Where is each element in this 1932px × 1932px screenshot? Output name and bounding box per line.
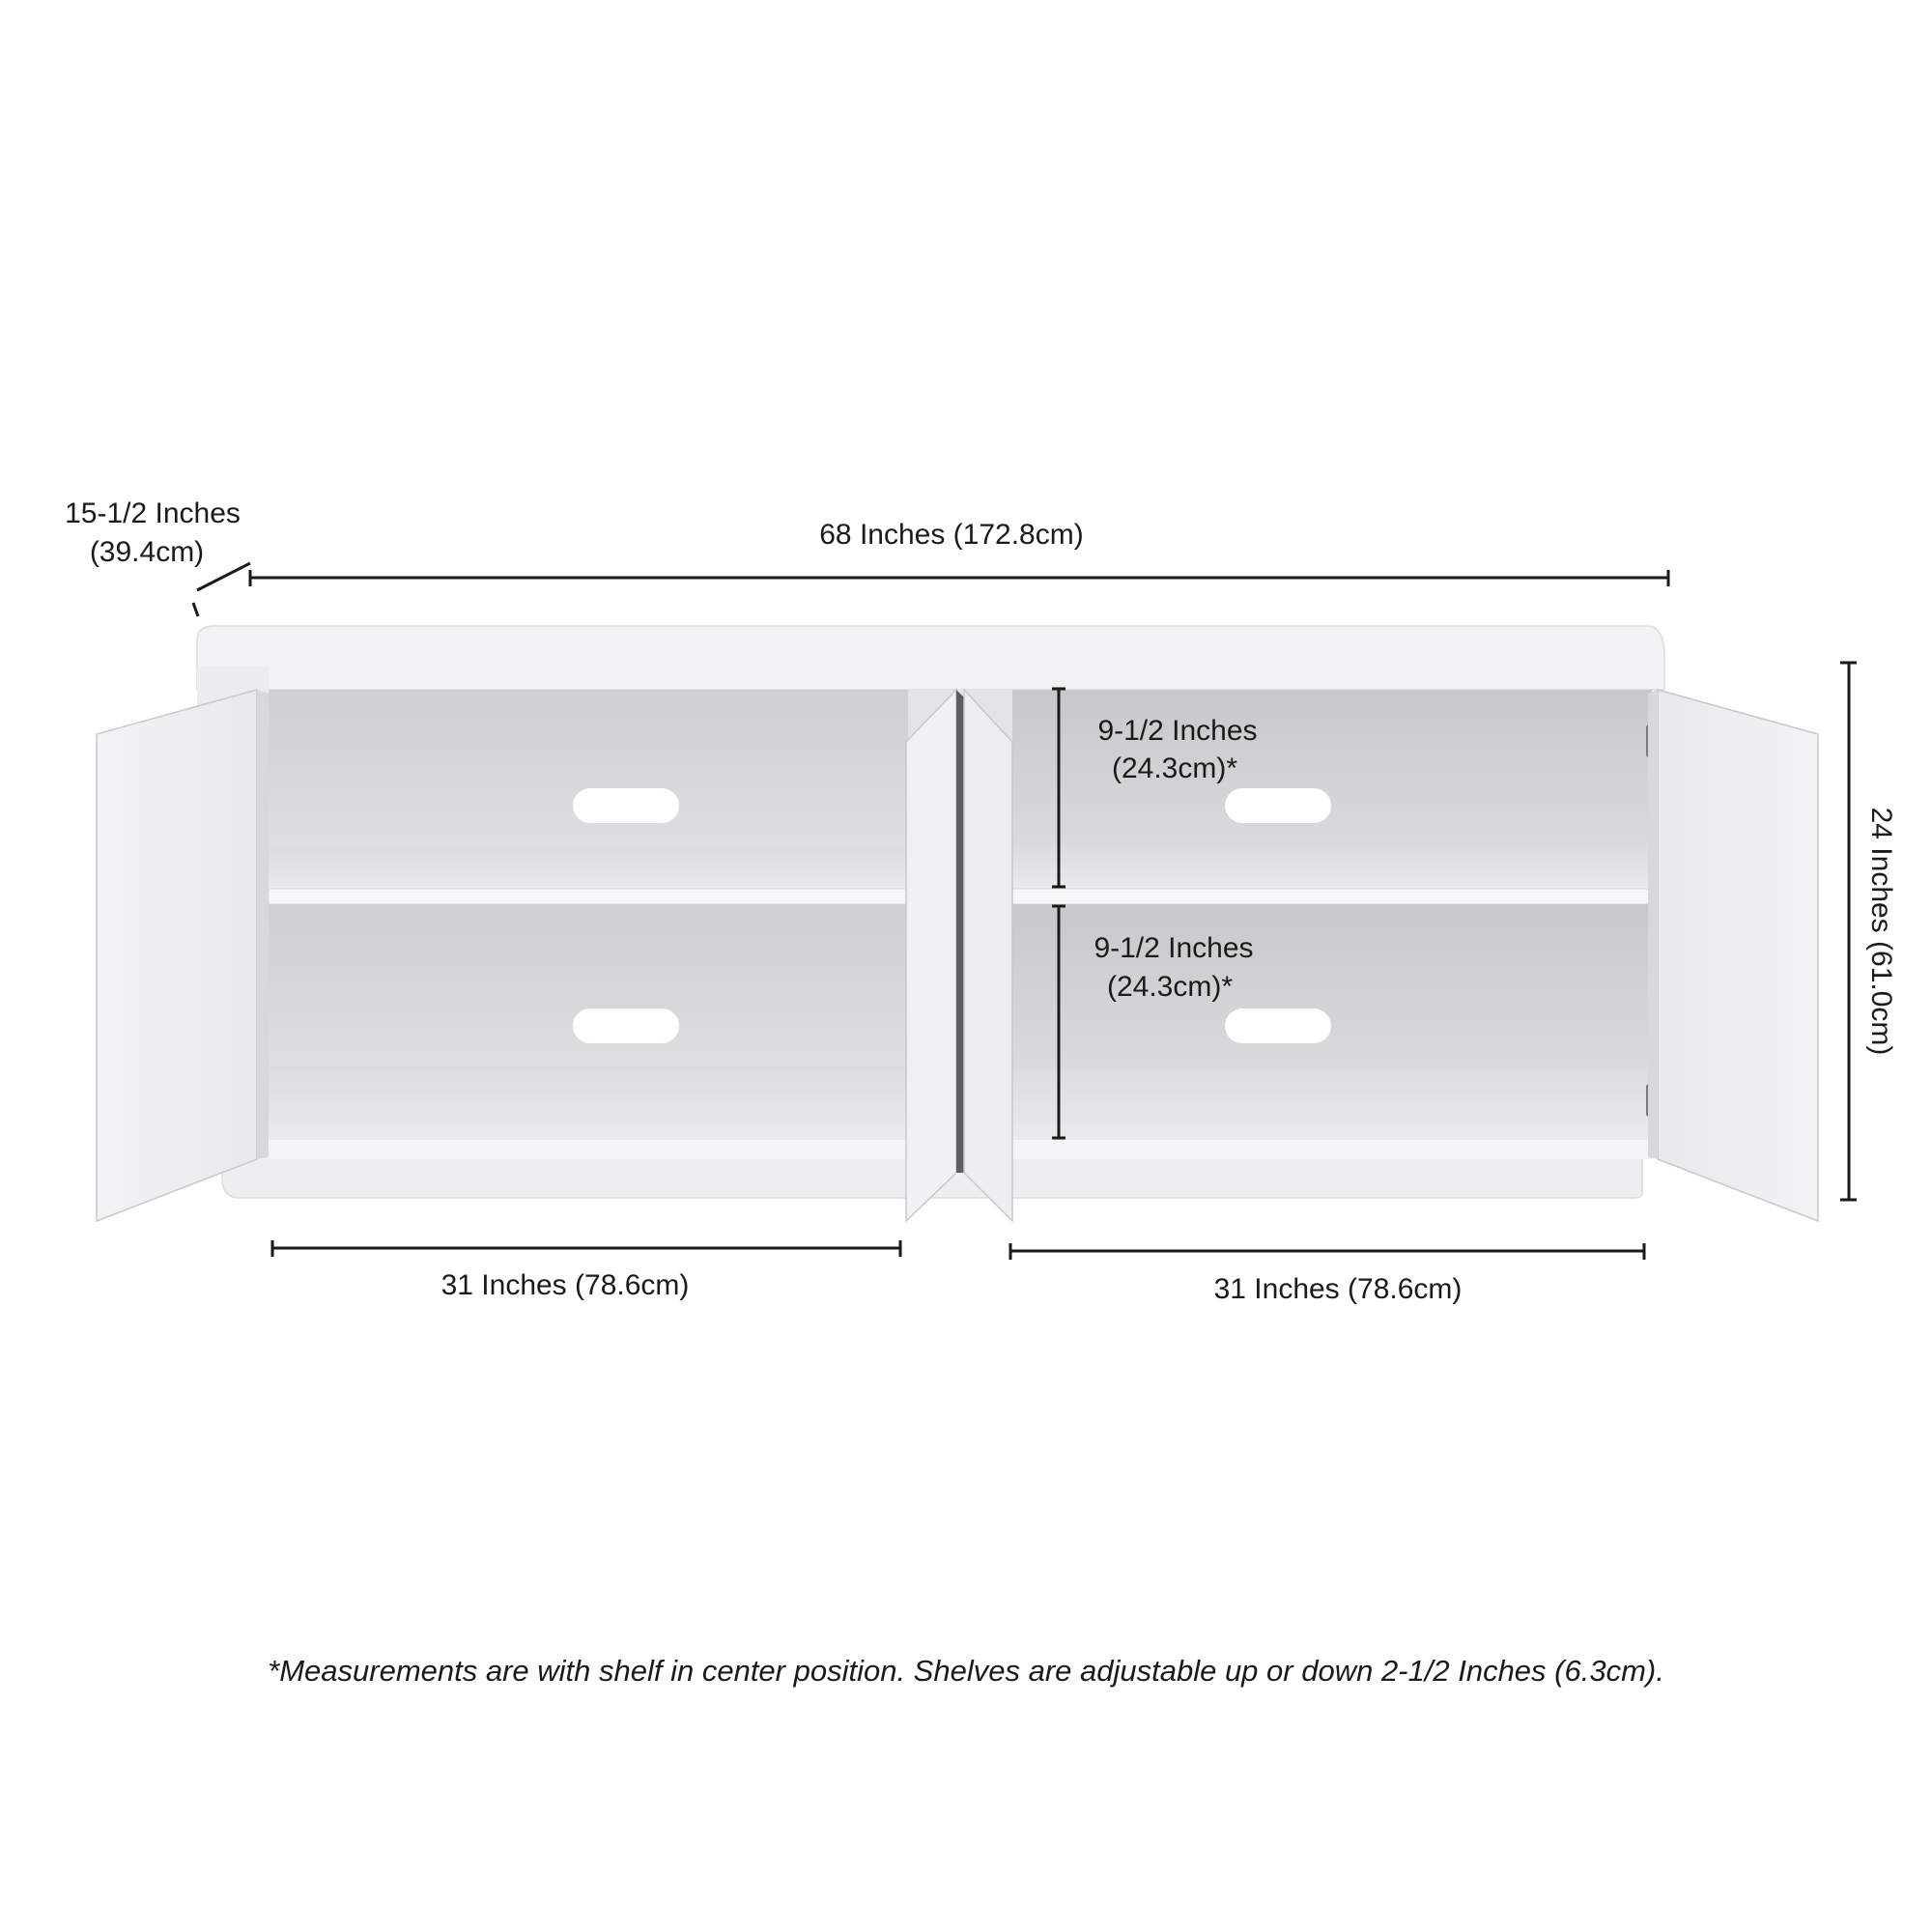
upper-shelf-label-line1: 9-1/2 Inches — [1097, 715, 1258, 747]
left-lower-cable-hole — [573, 1009, 679, 1043]
left-upper-cable-hole — [573, 788, 679, 823]
cabinet-top — [197, 626, 1664, 690]
lower-shelf-label-line2: (24.3cm)* — [1106, 971, 1234, 1003]
right-compartment-label: 31 Inches (78.6cm) — [1213, 1273, 1463, 1305]
left-upper-shelf-edge — [269, 889, 908, 904]
left-upper-shelf-surface — [269, 846, 908, 889]
depth-tick-start — [193, 603, 198, 616]
footnote: *Measurements are with shelf in center position. Shelves are adjustable up or down 2-1/2 Inches (6.3cm). — [268, 1654, 1664, 1688]
right-upper-shelf-edge — [1012, 889, 1652, 904]
right-lower-cable-hole — [1225, 1009, 1331, 1043]
right-outer-door — [1658, 690, 1818, 1221]
left-compartment — [269, 690, 908, 1140]
right-upper-cable-hole — [1225, 788, 1331, 823]
center-left-door-edge — [956, 690, 964, 1173]
width-label: 68 Inches (172.8cm) — [819, 519, 1084, 551]
center-left-door — [906, 690, 956, 1221]
center-right-door — [964, 690, 1012, 1221]
lower-shelf-label-line1: 9-1/2 Inches — [1094, 932, 1254, 964]
right-upper-shelf-surface — [1012, 846, 1652, 889]
left-compartment-label: 31 Inches (78.6cm) — [440, 1269, 690, 1301]
right-upper-back — [1012, 690, 1652, 846]
left-outer-door-edge — [257, 690, 269, 1159]
right-compartment — [1012, 690, 1652, 1140]
depth-label-line1: 15-1/2 Inches — [65, 497, 241, 529]
left-outer-door — [97, 690, 257, 1221]
right-outer-door-edge — [1648, 690, 1658, 1159]
upper-shelf-label-line2: (24.3cm)* — [1111, 753, 1238, 784]
depth-label-line2: (39.4cm) — [89, 536, 205, 568]
height-label: 24 Inches (61.0cm) — [1865, 807, 1897, 1056]
depth-dimension-line — [197, 563, 250, 590]
left-bottom-surface — [269, 1066, 908, 1140]
right-bottom-surface — [1012, 1066, 1652, 1140]
